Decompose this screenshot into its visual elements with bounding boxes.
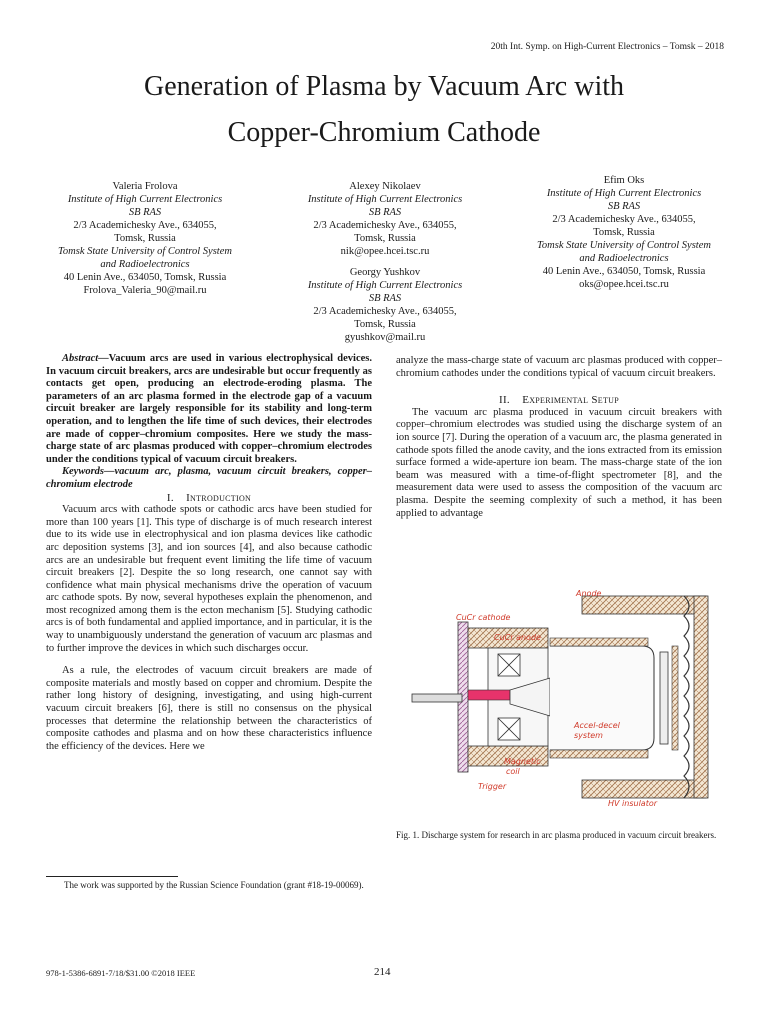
label-cucr-anode: CuCr anode bbox=[494, 633, 541, 642]
author-block-nikolaev bbox=[280, 180, 490, 258]
author-affiliation: SB RAS bbox=[128, 207, 162, 218]
author-affiliation: and Radioelectronics bbox=[579, 253, 669, 264]
author-name: Georgy Yushkov bbox=[349, 267, 421, 278]
author-affiliation: Tomsk State University of Control System bbox=[58, 246, 232, 257]
paper-title-line1: Generation of Plasma by Vacuum Arc with bbox=[143, 71, 625, 102]
author-address: Tomsk, Russia bbox=[354, 319, 416, 330]
paper-title-line2: Copper-Chromium Cathode bbox=[227, 117, 541, 148]
abstract-text: —Vacuum arcs are used in various electrophysical devices. In vacuum circuit breakers, arcs are undesirable but occur frequently as contacts get open, producing an electrode-eroding plasma. The parameters of an arc plasma formed in the electrode gap of a vacuum circuit breaker are largely responsible for its stability and long-term operation, and to lengthen the life time of such devices, their electrodes are made of copper–chromium composites. Here we study the mass-charge state of arc plasmas produced with copper–chromium electrodes under the conditions typical of vacuum circuit breakers. bbox=[46, 353, 372, 465]
figure-caption: Fig. 1. Discharge system for research in arc plasma produced in vacuum circuit breakers. bbox=[396, 830, 717, 840]
left-column bbox=[46, 353, 372, 753]
intro-paragraph-1: Vacuum arcs with cathode spots or cathodic arcs have been studied for more than 100 years [1]. This type of discharge is of much research interest due to its wide use in electrophysical and ion plasma devices like cathodic arc deposition systems [3], and ion sources [4], and also because cathodic arcs are an undesirable but frequent event limiting the life time of vacuum circuit breakers [2]. Despite the so long research, one cannot say with confidence what main physical mechanisms drive the operation of vacuum arc cathode spots. By now, several hypotheses explain the phenomenon, and most recognized among them is the ecton mechanism [5]. Studying cathodic arcs is of both fundamental and applied importance, and in particular, it is the way to unambiguously understand the generation of vacuum arc plasmas and to further improve the devices in which such discharges occur. bbox=[46, 504, 372, 654]
footnote-rule bbox=[46, 876, 178, 877]
page-number: 214 bbox=[374, 966, 391, 978]
author-email: gyushkov@mail.ru bbox=[344, 332, 426, 343]
author-block-yushkov bbox=[280, 266, 490, 344]
label-hv-insulator: HV insulator bbox=[608, 799, 658, 808]
author-address: 40 Lenin Ave., 634050, Tomsk, Russia bbox=[542, 266, 706, 277]
author-name: Efim Oks bbox=[603, 175, 645, 186]
author-affiliation: Institute of High Current Electronics bbox=[307, 280, 463, 291]
intro-paragraph-2: As a rule, the electrodes of vacuum circuit breakers are made of composite materials and mostly based on copper and chromium. Despite the rather long history of designing, investigating, and using high-current vacuum circuit breakers [6], there is still no consensus on the physical processes that determine the relationship between the characteristics of composite cathodes and plasma and on how these characteristics influence the efficiency of the devices. Here we bbox=[46, 665, 372, 752]
discharge-system-figure bbox=[402, 582, 724, 812]
author-affiliation: Institute of High Current Electronics bbox=[546, 188, 702, 199]
section-heading-experimental bbox=[396, 394, 722, 407]
author-affiliation: and Radioelectronics bbox=[100, 259, 190, 270]
author-affiliation: SB RAS bbox=[368, 293, 402, 304]
author-address: 2/3 Academichesky Ave., 634055, bbox=[73, 220, 217, 231]
label-magnetic-coil-2: coil bbox=[506, 767, 520, 776]
abstract bbox=[46, 353, 372, 466]
section-title: Introduction bbox=[186, 491, 252, 504]
keywords: Keywords—vacuum arc, plasma, vacuum circuit breakers, copper–chromium electrode bbox=[46, 466, 372, 490]
experimental-paragraph-1: The vacuum arc plasma produced in vacuum circuit breakers with copper–chromium electrodes was studied using the discharge system of an ion source [7]. During the operation of a vacuum arc, the plasma generated in cathode spots filled the anode cavity, and the ions extracted from its emission surface formed a wide-aperture ion beam. The mass-charge state of the ion beam was measured with a time-of-flight spectrometer [8], and the measurement data were used to assess the composition of the vacuum arc plasma. Despite the seeming complexity of such a method, it has been applied to advantage bbox=[396, 406, 722, 519]
label-magnetic-coil: Magnetic bbox=[504, 757, 541, 766]
author-address: 2/3 Academichesky Ave., 634055, bbox=[552, 214, 696, 225]
author-affiliation: Institute of High Current Electronics bbox=[307, 194, 463, 205]
author-email: nik@opee.hcei.tsc.ru bbox=[340, 246, 430, 257]
label-cucr-cathode: CuCr cathode bbox=[456, 613, 511, 622]
author-affiliation: Tomsk State University of Control System bbox=[537, 240, 711, 251]
author-address: Tomsk, Russia bbox=[114, 233, 176, 244]
author-address: 40 Lenin Ave., 634050, Tomsk, Russia bbox=[63, 272, 227, 283]
section-heading-introduction bbox=[46, 492, 372, 505]
author-address: 2/3 Academichesky Ave., 634055, bbox=[313, 306, 457, 317]
author-address: 2/3 Academichesky Ave., 634055, bbox=[313, 220, 457, 231]
author-name: Valeria Frolova bbox=[112, 181, 178, 192]
author-name: Alexey Nikolaev bbox=[349, 181, 421, 192]
anode-cavity bbox=[550, 638, 678, 758]
footer-isbn: 978-1-5386-6891-7/18/$31.00 ©2018 IEEE bbox=[46, 968, 196, 978]
label-anode: Anode bbox=[576, 589, 602, 598]
section-number: II. bbox=[499, 394, 510, 407]
running-header: 20th Int. Symp. on High-Current Electronics – Tomsk – 2018 bbox=[490, 42, 724, 52]
label-trigger: Trigger bbox=[478, 782, 507, 791]
section-title: Experimental Setup bbox=[522, 394, 619, 407]
author-affiliation: SB RAS bbox=[607, 201, 641, 212]
author-affiliation: SB RAS bbox=[368, 207, 402, 218]
abstract-lead: Abstract bbox=[62, 353, 99, 364]
author-affiliation: Institute of High Current Electronics bbox=[67, 194, 223, 205]
right-column bbox=[396, 355, 722, 520]
right-paragraph-continued: analyze the mass-charge state of vacuum arc plasmas produced with copper–chromium cathodes under the conditions typical of vacuum circuit breakers. bbox=[396, 355, 722, 379]
section-number: I. bbox=[166, 491, 174, 504]
author-address: Tomsk, Russia bbox=[593, 227, 655, 238]
label-accel-decel-2: system bbox=[574, 731, 603, 740]
author-address: Tomsk, Russia bbox=[354, 233, 416, 244]
author-block-frolova bbox=[40, 180, 250, 297]
author-block-oks bbox=[518, 174, 730, 291]
footnote: The work was supported by the Russian Science Foundation (grant #18-19-00069). bbox=[64, 880, 364, 890]
label-accel-decel: Accel-decel bbox=[574, 721, 620, 730]
author-email: oks@opee.hcei.tsc.ru bbox=[579, 279, 669, 290]
author-email: Frolova_Valeria_90@mail.ru bbox=[83, 285, 207, 296]
